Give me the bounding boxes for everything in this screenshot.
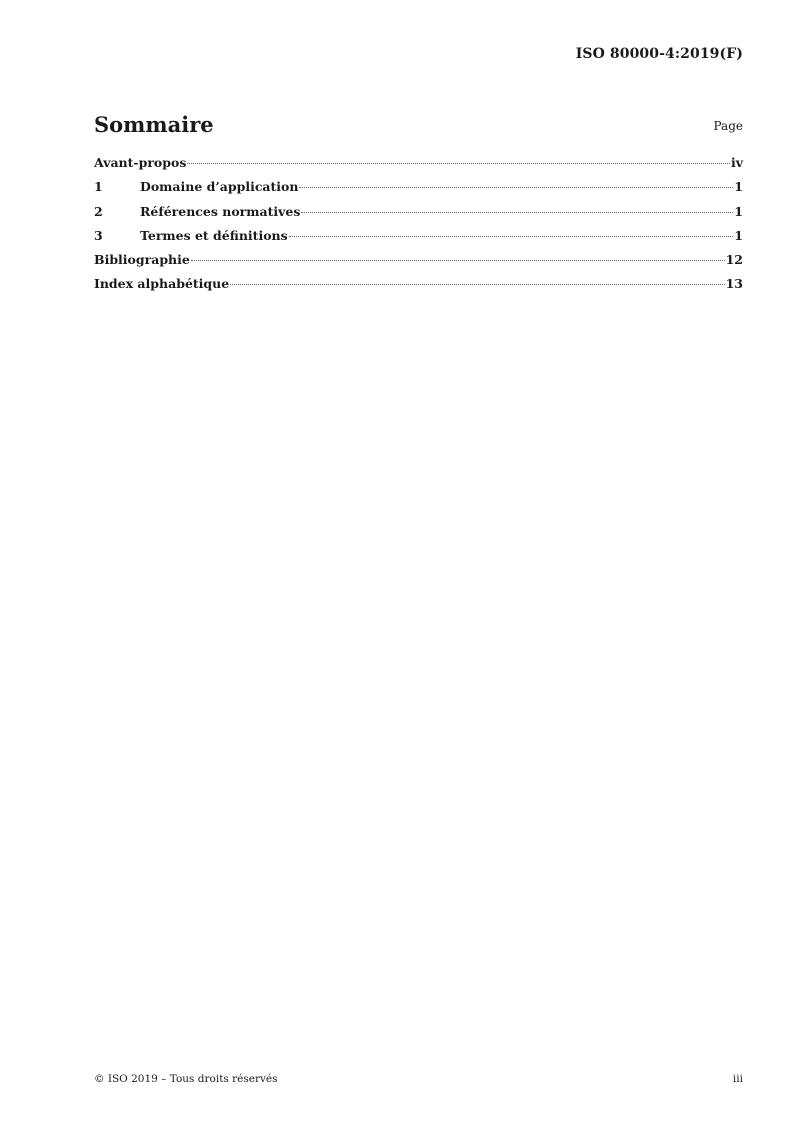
toc-entry-bibliography[interactable] bbox=[94, 252, 743, 276]
toc-entry-scope[interactable] bbox=[94, 179, 743, 203]
toc-entry-alphabetical-index[interactable] bbox=[94, 276, 743, 300]
footer-copyright: © ISO 2019 – Tous droits réservés bbox=[94, 1073, 278, 1085]
toc-leader-dots bbox=[289, 236, 734, 237]
toc-leader-dots bbox=[299, 187, 733, 188]
toc-entry-number: 1 bbox=[94, 179, 103, 195]
toc-entry-page: 13 bbox=[725, 276, 743, 292]
toc-entry-number: 3 bbox=[94, 227, 103, 243]
toc-entry-title: Index alphabétique bbox=[94, 276, 230, 292]
toc-leader-dots bbox=[301, 212, 733, 213]
toc-entry-page: 1 bbox=[734, 227, 743, 243]
toc-entry-page: 1 bbox=[734, 179, 743, 195]
toc-entry-title: Bibliographie bbox=[94, 252, 190, 268]
toc-entry-normative-references[interactable] bbox=[94, 204, 743, 228]
document-reference: ISO 80000-4:2019(F) bbox=[575, 46, 743, 62]
toc-entry-title: Domaine d’application bbox=[140, 179, 299, 195]
toc-entry-page: iv bbox=[730, 155, 743, 170]
toc-entry-page: 1 bbox=[734, 203, 743, 219]
toc-heading: Sommaire bbox=[94, 112, 214, 137]
toc-leader-dots bbox=[191, 260, 725, 261]
toc-list bbox=[94, 155, 743, 301]
toc-entry-terms-definitions[interactable] bbox=[94, 228, 743, 252]
toc-entry-foreword[interactable] bbox=[94, 155, 743, 179]
toc-entry-title: Avant-propos bbox=[94, 155, 187, 170]
toc-entry-title: Termes et définitions bbox=[140, 227, 288, 243]
toc-page-column-label: Page bbox=[713, 119, 743, 133]
toc-leader-dots bbox=[187, 163, 730, 164]
toc-entry-title: Références normatives bbox=[140, 203, 301, 219]
toc-entry-number: 2 bbox=[94, 203, 103, 219]
footer-page-number: iii bbox=[732, 1073, 743, 1085]
toc-entry-page: 12 bbox=[725, 252, 743, 268]
toc-leader-dots bbox=[230, 284, 724, 285]
